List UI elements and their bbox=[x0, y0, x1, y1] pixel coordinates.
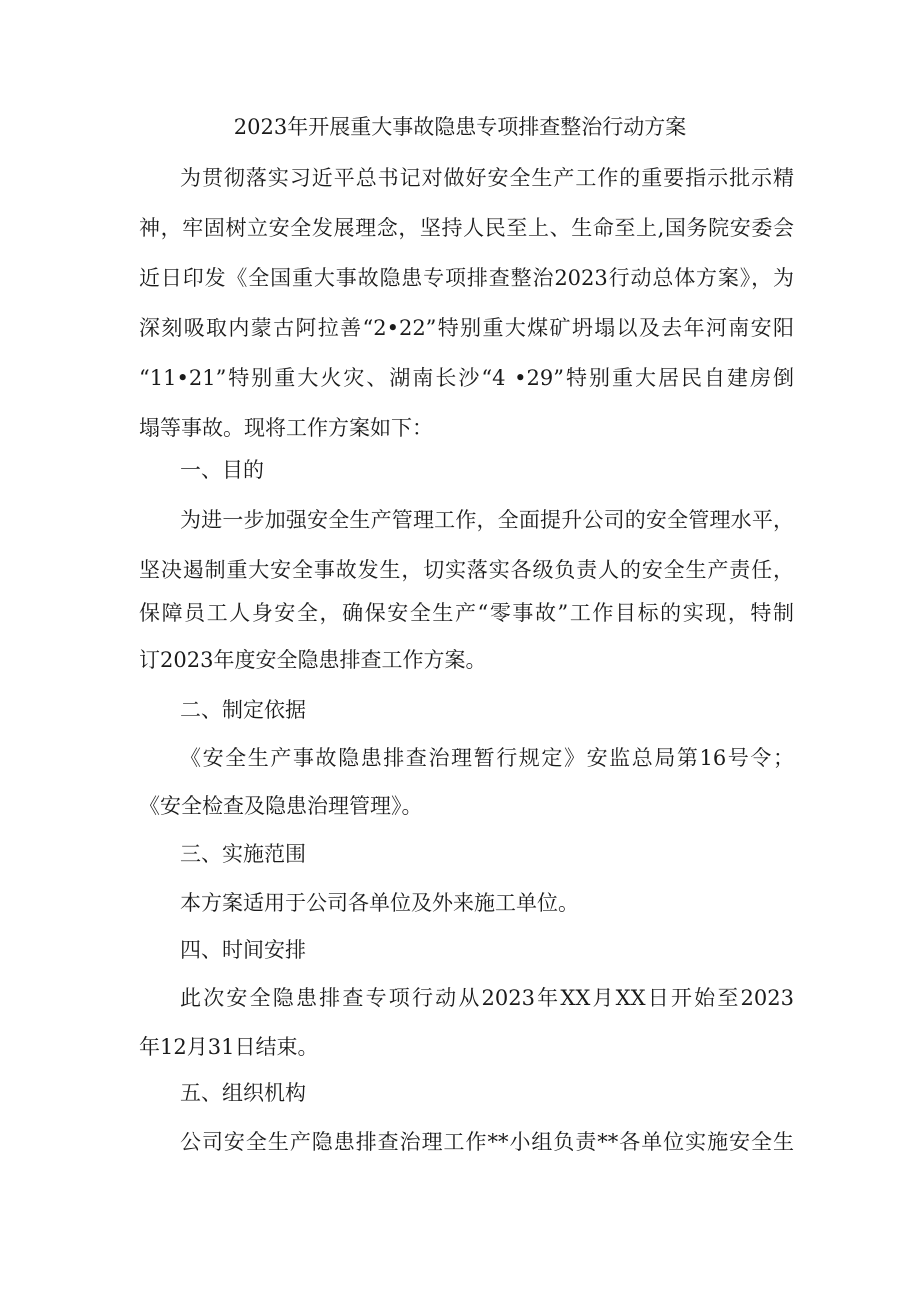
paragraph-line: 年12月31日结束。 bbox=[139, 1035, 319, 1059]
intro-line: 深刻吸取内蒙古阿拉善“2•22”特别重大煤矿坍塌以及去年河南安阳 bbox=[139, 316, 794, 340]
intro-line: 为贯彻落实习近平总书记对做好安全生产工作的重要指示批示精 bbox=[180, 166, 794, 190]
paragraph-line: 《安全检查及隐患治理管理》。 bbox=[139, 794, 423, 818]
section-heading-purpose: 一、目的 bbox=[180, 458, 264, 482]
section-heading-schedule: 四、时间安排 bbox=[180, 938, 306, 962]
intro-line: 神，牢固树立安全发展理念，坚持人民至上、生命至上,国务院安委会 bbox=[139, 216, 794, 240]
intro-line: 近日印发《全国重大事故隐患专项排查整治2023行动总体方案》，为 bbox=[139, 266, 794, 290]
paragraph-line: 坚决遏制重大安全事故发生，切实落实各级负责人的安全生产责任， bbox=[139, 558, 794, 582]
section-heading-organization: 五、组织机构 bbox=[180, 1081, 306, 1105]
paragraph-line: 保障员工人身安全，确保安全生产“零事故”工作目标的实现，特制 bbox=[139, 601, 794, 625]
section-heading-basis: 二、制定依据 bbox=[180, 698, 306, 722]
paragraph-line: 此次安全隐患排查专项行动从2023年XX月XX日开始至2023 bbox=[180, 986, 794, 1010]
paragraph-line: 为进一步加强安全生产管理工作，全面提升公司的安全管理水平， bbox=[180, 508, 794, 532]
intro-line: 塌等事故。现将工作方案如下： bbox=[139, 416, 433, 440]
paragraph-line: 《安全生产事故隐患排查治理暂行规定》安监总局第16号令； bbox=[180, 746, 794, 770]
section-heading-scope: 三、实施范围 bbox=[180, 842, 306, 866]
paragraph-line: 公司安全生产隐患排查治理工作**小组负责**各单位实施安全生 bbox=[180, 1130, 794, 1154]
paragraph-line: 订2023年度安全隐患排查工作方案。 bbox=[139, 648, 487, 672]
intro-line: “11•21”特别重大火灾、湖南长沙“4 •29”特别重大居民自建房倒 bbox=[139, 366, 794, 390]
document-title: 2023年开展重大事故隐患专项排查整治行动方案 bbox=[233, 115, 687, 139]
paragraph-line: 本方案适用于公司各单位及外来施工单位。 bbox=[180, 891, 579, 915]
